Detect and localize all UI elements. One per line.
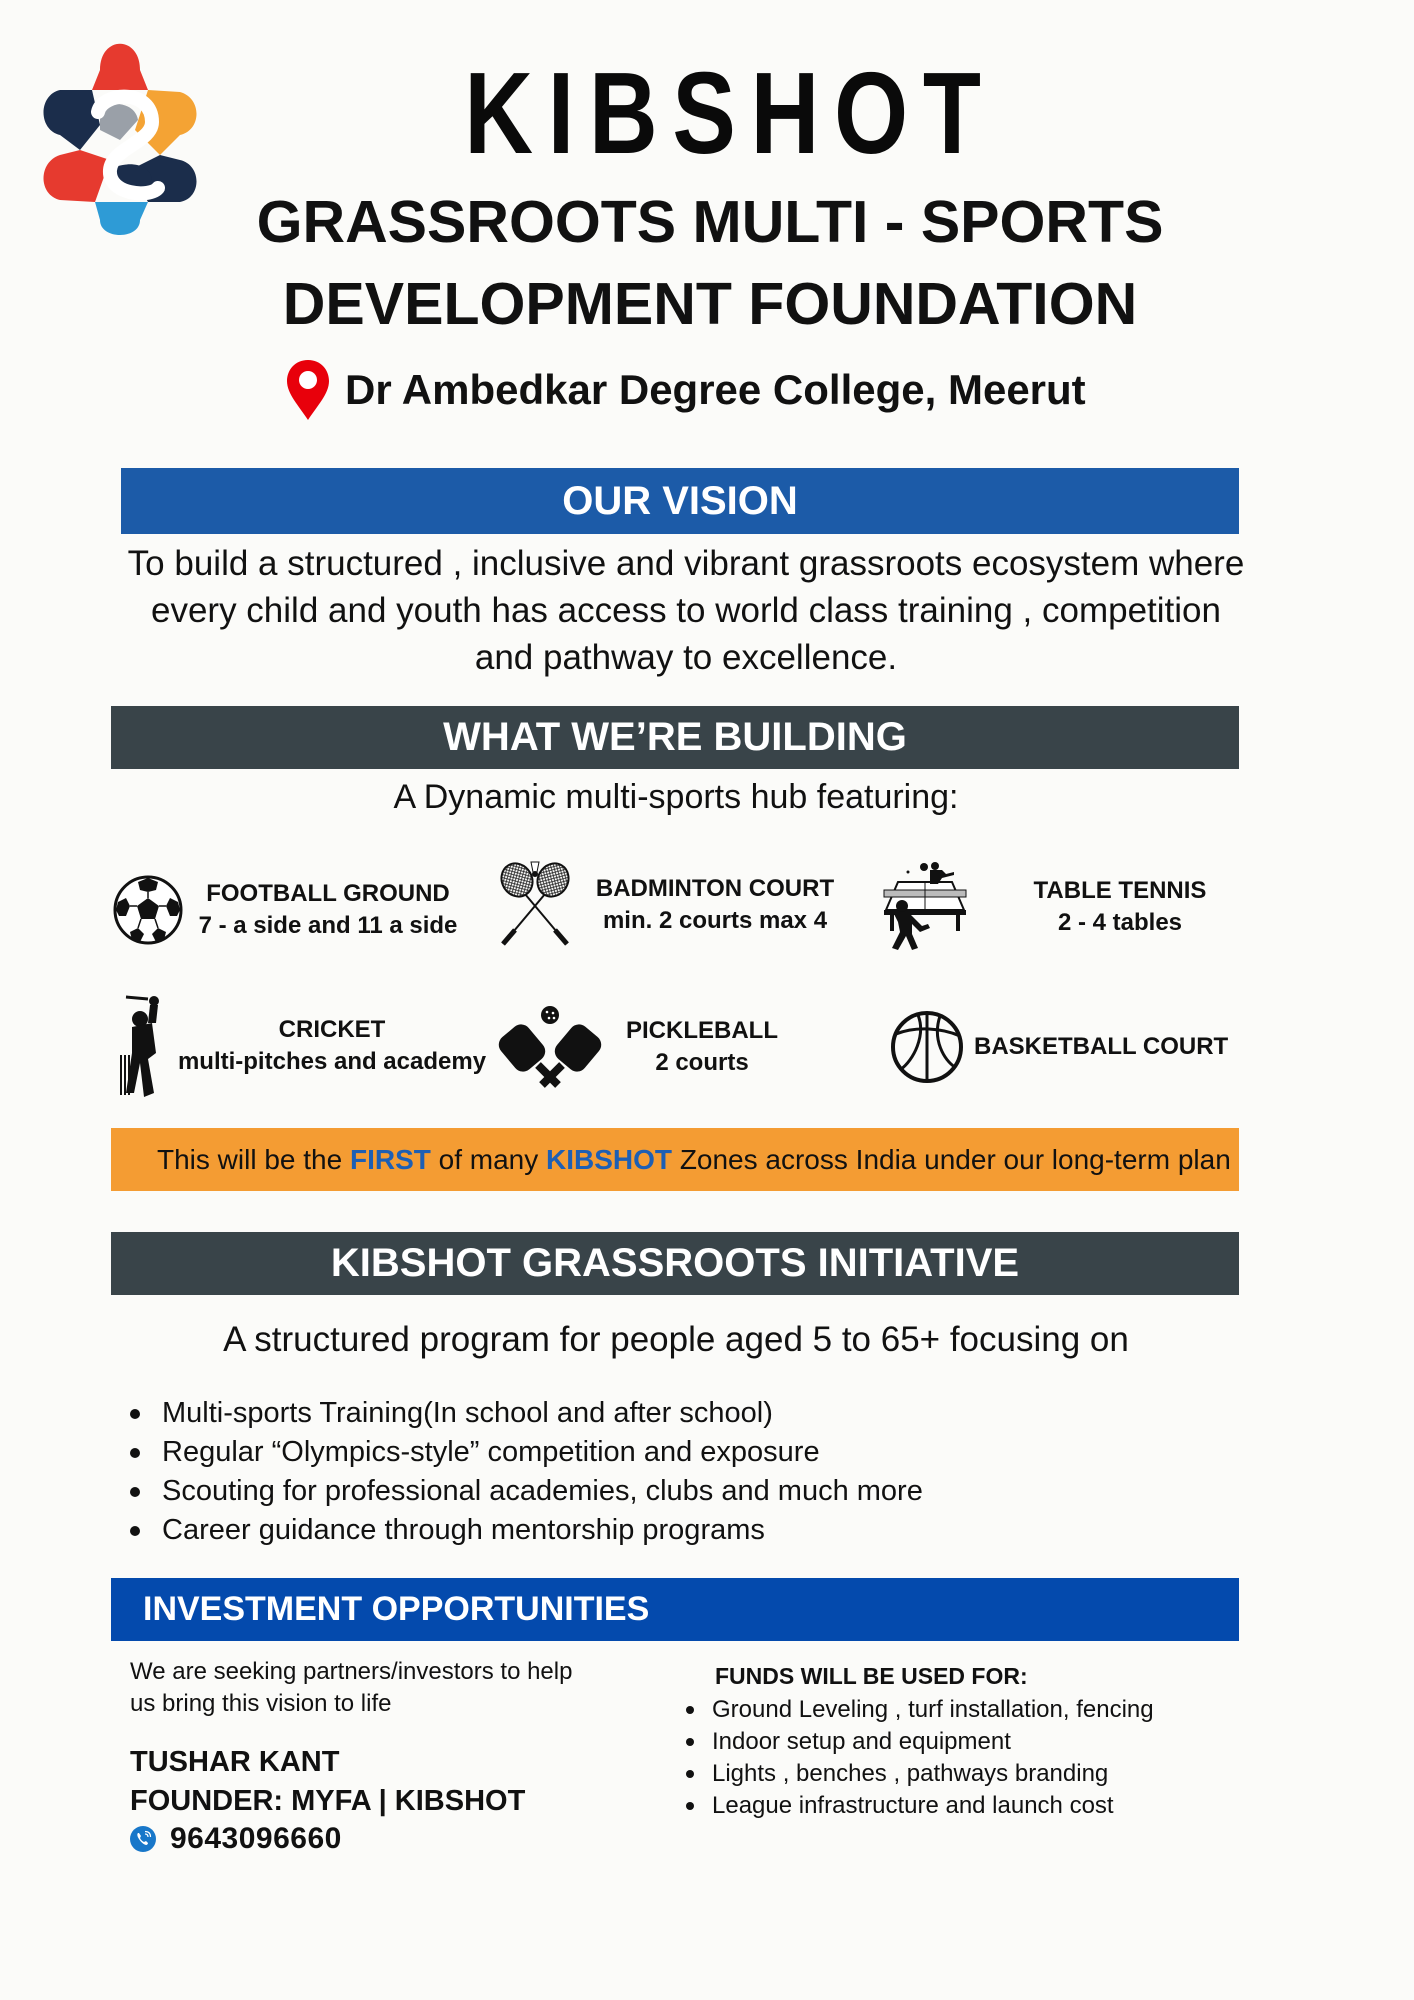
list-item-text: Regular “Olympics-style” competition and exposure [162,1436,820,1468]
subtitle-line-2: DEVELOPMENT FOUNDATION [282,271,1138,337]
location-text: Dr Ambedkar Degree College, Meerut [345,366,1086,413]
bullet-icon [130,1448,140,1458]
list-item-text: Ground Leveling , turf installation, fencing [712,1696,1154,1723]
bullet-icon [686,1770,694,1778]
brand-title: KIBSHOT [464,48,996,178]
location [285,358,1086,422]
facility-detail: min. 2 courts max 4 [602,907,828,934]
list-item [686,1726,1154,1758]
list-item [130,1472,923,1511]
list-item [686,1758,1154,1790]
description-line: We are seeking partners/investors to help [130,1658,573,1685]
list-item [130,1433,923,1472]
facility-badminton [495,860,845,950]
bullet-icon [130,1409,140,1419]
phone-number[interactable]: 9643096660 [170,1822,342,1855]
facility-title: TABLE TENNIS [1033,877,1207,904]
banner-text: This will be the [157,1143,343,1175]
list-item-text: Multi-sports Training(In school and after school) [162,1397,773,1429]
list-item-text: League infrastructure and launch cost [712,1792,1114,1819]
facility-title: CRICKET [278,1016,386,1043]
facility-detail: 2 courts [655,1049,749,1076]
initiative-intro: A structured program for people aged 5 to 65+ focusing on [223,1320,1129,1359]
facility-title: FOOTBALL GROUND [206,880,450,907]
investment-heading: INVESTMENT OPPORTUNITIES [111,1578,1239,1641]
investment-description [130,1656,650,1720]
list-item [686,1790,1154,1822]
banner-text: of many [438,1143,539,1175]
facility-cricket [118,993,492,1099]
list-item-text: Scouting for professional academies, clubs and much more [162,1475,923,1507]
kibshot-logo-icon [40,30,200,235]
facility-pickleball [498,1005,802,1089]
list-item-text: Career guidance through mentorship programs [162,1514,765,1546]
funds-title: FUNDS WILL BE USED FOR: [715,1663,1028,1689]
banner-text: Zones across India under our long-term plan [679,1143,1231,1175]
badminton-icon [495,860,575,950]
cricket-icon [118,993,168,1099]
founder-name: TUSHAR KANT [130,1746,340,1778]
description-line: us bring this vision to life [130,1690,392,1717]
bullet-icon [130,1487,140,1497]
list-item [130,1511,923,1550]
facility-title: PICKLEBALL [626,1017,778,1044]
facility-football [108,870,458,950]
bullet-icon [130,1526,140,1536]
phone-icon [130,1826,156,1852]
facility-detail: 2 - 4 tables [1057,909,1183,936]
facility-basketball [890,1010,1234,1084]
table-tennis-icon [880,862,970,952]
vision-heading: OUR VISION [121,468,1239,534]
facility-title: BASKETBALL COURT [974,1033,1229,1060]
facility-table-tennis [880,862,1220,952]
list-item [130,1394,923,1433]
building-intro: A Dynamic multi-sports hub featuring: [393,778,959,816]
initiative-list [130,1394,923,1550]
founder-title: FOUNDER: MYFA | KIBSHOT [130,1785,526,1817]
list-item-text: Indoor setup and equipment [712,1728,1011,1755]
bullet-icon [686,1738,694,1746]
bullet-icon [686,1802,694,1810]
initiative-heading: KIBSHOT GRASSROOTS INITIATIVE [111,1232,1239,1295]
building-heading: WHAT WE’RE BUILDING [111,706,1239,769]
subtitle-line-1: GRASSROOTS MULTI - SPORTS [256,189,1164,255]
banner-highlight-kibshot: KIBSHOT [546,1143,673,1175]
pickleball-icon [498,1005,602,1089]
list-item [686,1694,1154,1726]
facility-title: BADMINTON COURT [595,875,835,902]
list-item-text: Lights , benches , pathways branding [712,1760,1109,1787]
phone-contact[interactable] [130,1822,342,1856]
facility-detail: multi-pitches and academy [177,1048,487,1075]
funds-list [686,1694,1154,1822]
banner-highlight-first: FIRST [349,1143,431,1175]
vision-text: To build a structured , inclusive and vibrant grassroots ecosystem where every child and youth has access to world class training , competition and pathway to excellence. [127,544,1245,677]
facility-detail: 7 - a side and 11 a side [198,912,458,939]
football-icon [108,870,188,950]
map-pin-icon [285,358,331,422]
bullet-icon [686,1706,694,1714]
basketball-icon [890,1010,964,1084]
first-zone-banner [111,1128,1239,1191]
